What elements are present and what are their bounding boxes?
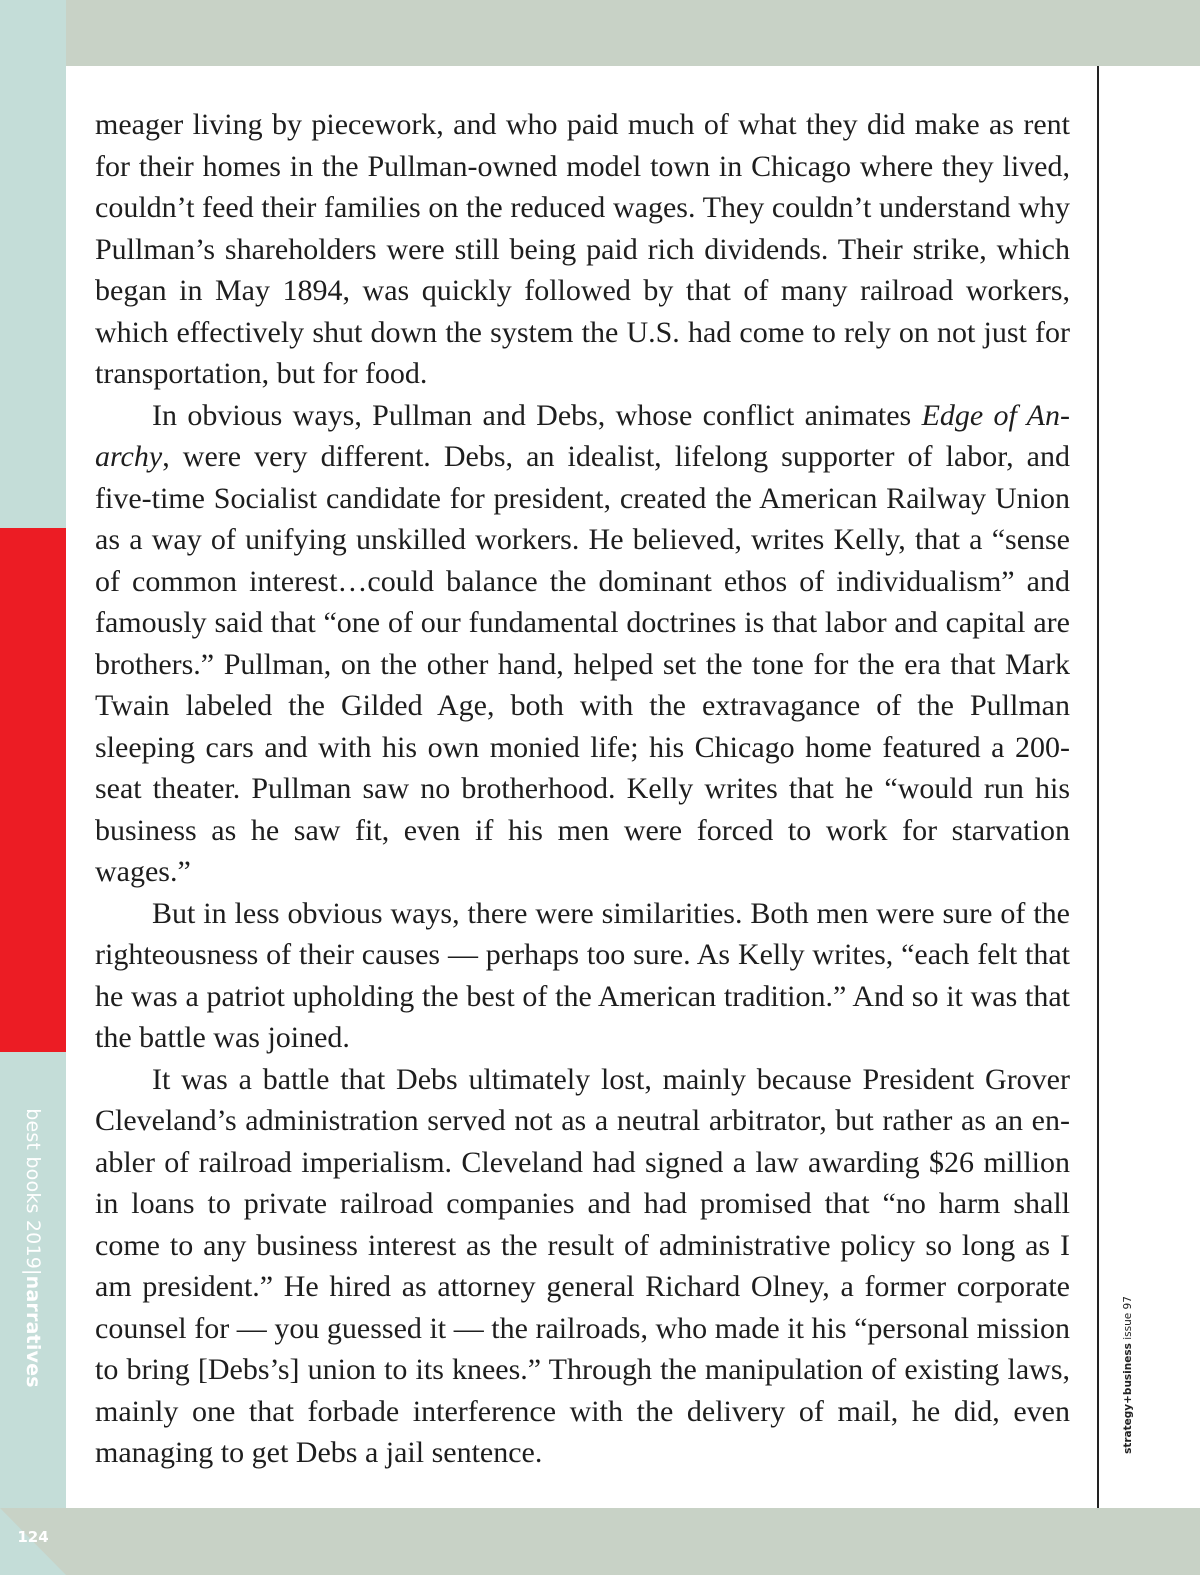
paragraph-1: meager living by piecework, and who paid much of what they did make as rent for their homes in the Pullman-owned model town in Chicago where they lived, couldn’t feed their families on the reduced wages. They couldn’t understand why Pullman’s shareholders were still being paid rich dividends. Their strike, which began in May 1894, was quickly followed by that of many railroad workers, which effectively shut down the system the U.S. had come to rely on not just for transportation, but for food. bbox=[95, 108, 1070, 390]
section-divider: | bbox=[22, 1269, 44, 1276]
section-prefix: best books 2019 bbox=[22, 1108, 44, 1270]
paragraph-2-lead: In obvious ways, Pullman and Debs, whose conflict animates bbox=[152, 398, 922, 432]
publication-name: strategy+business bbox=[1122, 1343, 1134, 1454]
right-margin-rule bbox=[1097, 66, 1099, 1508]
top-border-band bbox=[0, 0, 1200, 66]
paragraph-3: But in less obvious ways, there were similarities. Both men were sure of the righteousness of their causes — perhaps too sure. As Kelly writes, “each felt that he was a patriot upholding the best of the American tradition.” And so it was that the battle was joined. bbox=[95, 896, 1070, 1054]
book-title: Edge of Anarchy bbox=[95, 398, 1070, 473]
issue-number: issue 97 bbox=[1122, 1296, 1134, 1340]
bottom-border-band bbox=[0, 1508, 1200, 1575]
top-left-corner-bevel bbox=[0, 0, 66, 66]
section-tab bbox=[0, 528, 66, 1546]
running-footer bbox=[1122, 1296, 1134, 1454]
page-number: 124 bbox=[17, 1528, 49, 1546]
section-name: narratives bbox=[22, 1275, 44, 1388]
section-label bbox=[22, 1108, 44, 1387]
paragraph-2 bbox=[95, 395, 1070, 893]
paragraph-4: It was a battle that Debs ultimately lost, mainly because President Grover Cleveland’s administration served not as a neutral arbitrator, but rather as an enabler of railroad imperialism. Cleveland had signed a law awarding $26 million in loans to private railroad companies and had promised that “no harm shall come to any business interest as the result of administrative policy so long as I am president.” He hired as attorney general Richard Olney, a former corporate counsel for — you guessed it — the railroads, who made it his “personal mission to bring [Debs’s] union to its knees.” Through the manipulation of existing laws, mainly one that forbade interference with the delivery of mail, he did, even managing to get Debs a jail sentence. bbox=[95, 1062, 1070, 1469]
article-body bbox=[95, 104, 1070, 1474]
paragraph-2-rest: , were very different. Debs, an idealist, lifelong supporter of labor, and five-time Socialist candidate for president, created the American Railway Union as a way of unifying unskilled workers. He believed, writes Kelly, that a “sense of common interest…could balance the dominant ethos of individualism” and famously said that “one of our fundamental doctrines is that labor and capital are brothers.” Pullman, on the other hand, helped set the tone for the era that Mark Twain labeled the Gilded Age, both with the extravagance of the Pullman sleeping cars and with his own monied life; his Chicago home featured a 200-seat theater. Pullman saw no brotherhood. Kelly writes that he “would run his business as he saw fit, even if his men were forced to work for starvation wages.” bbox=[95, 440, 1070, 888]
